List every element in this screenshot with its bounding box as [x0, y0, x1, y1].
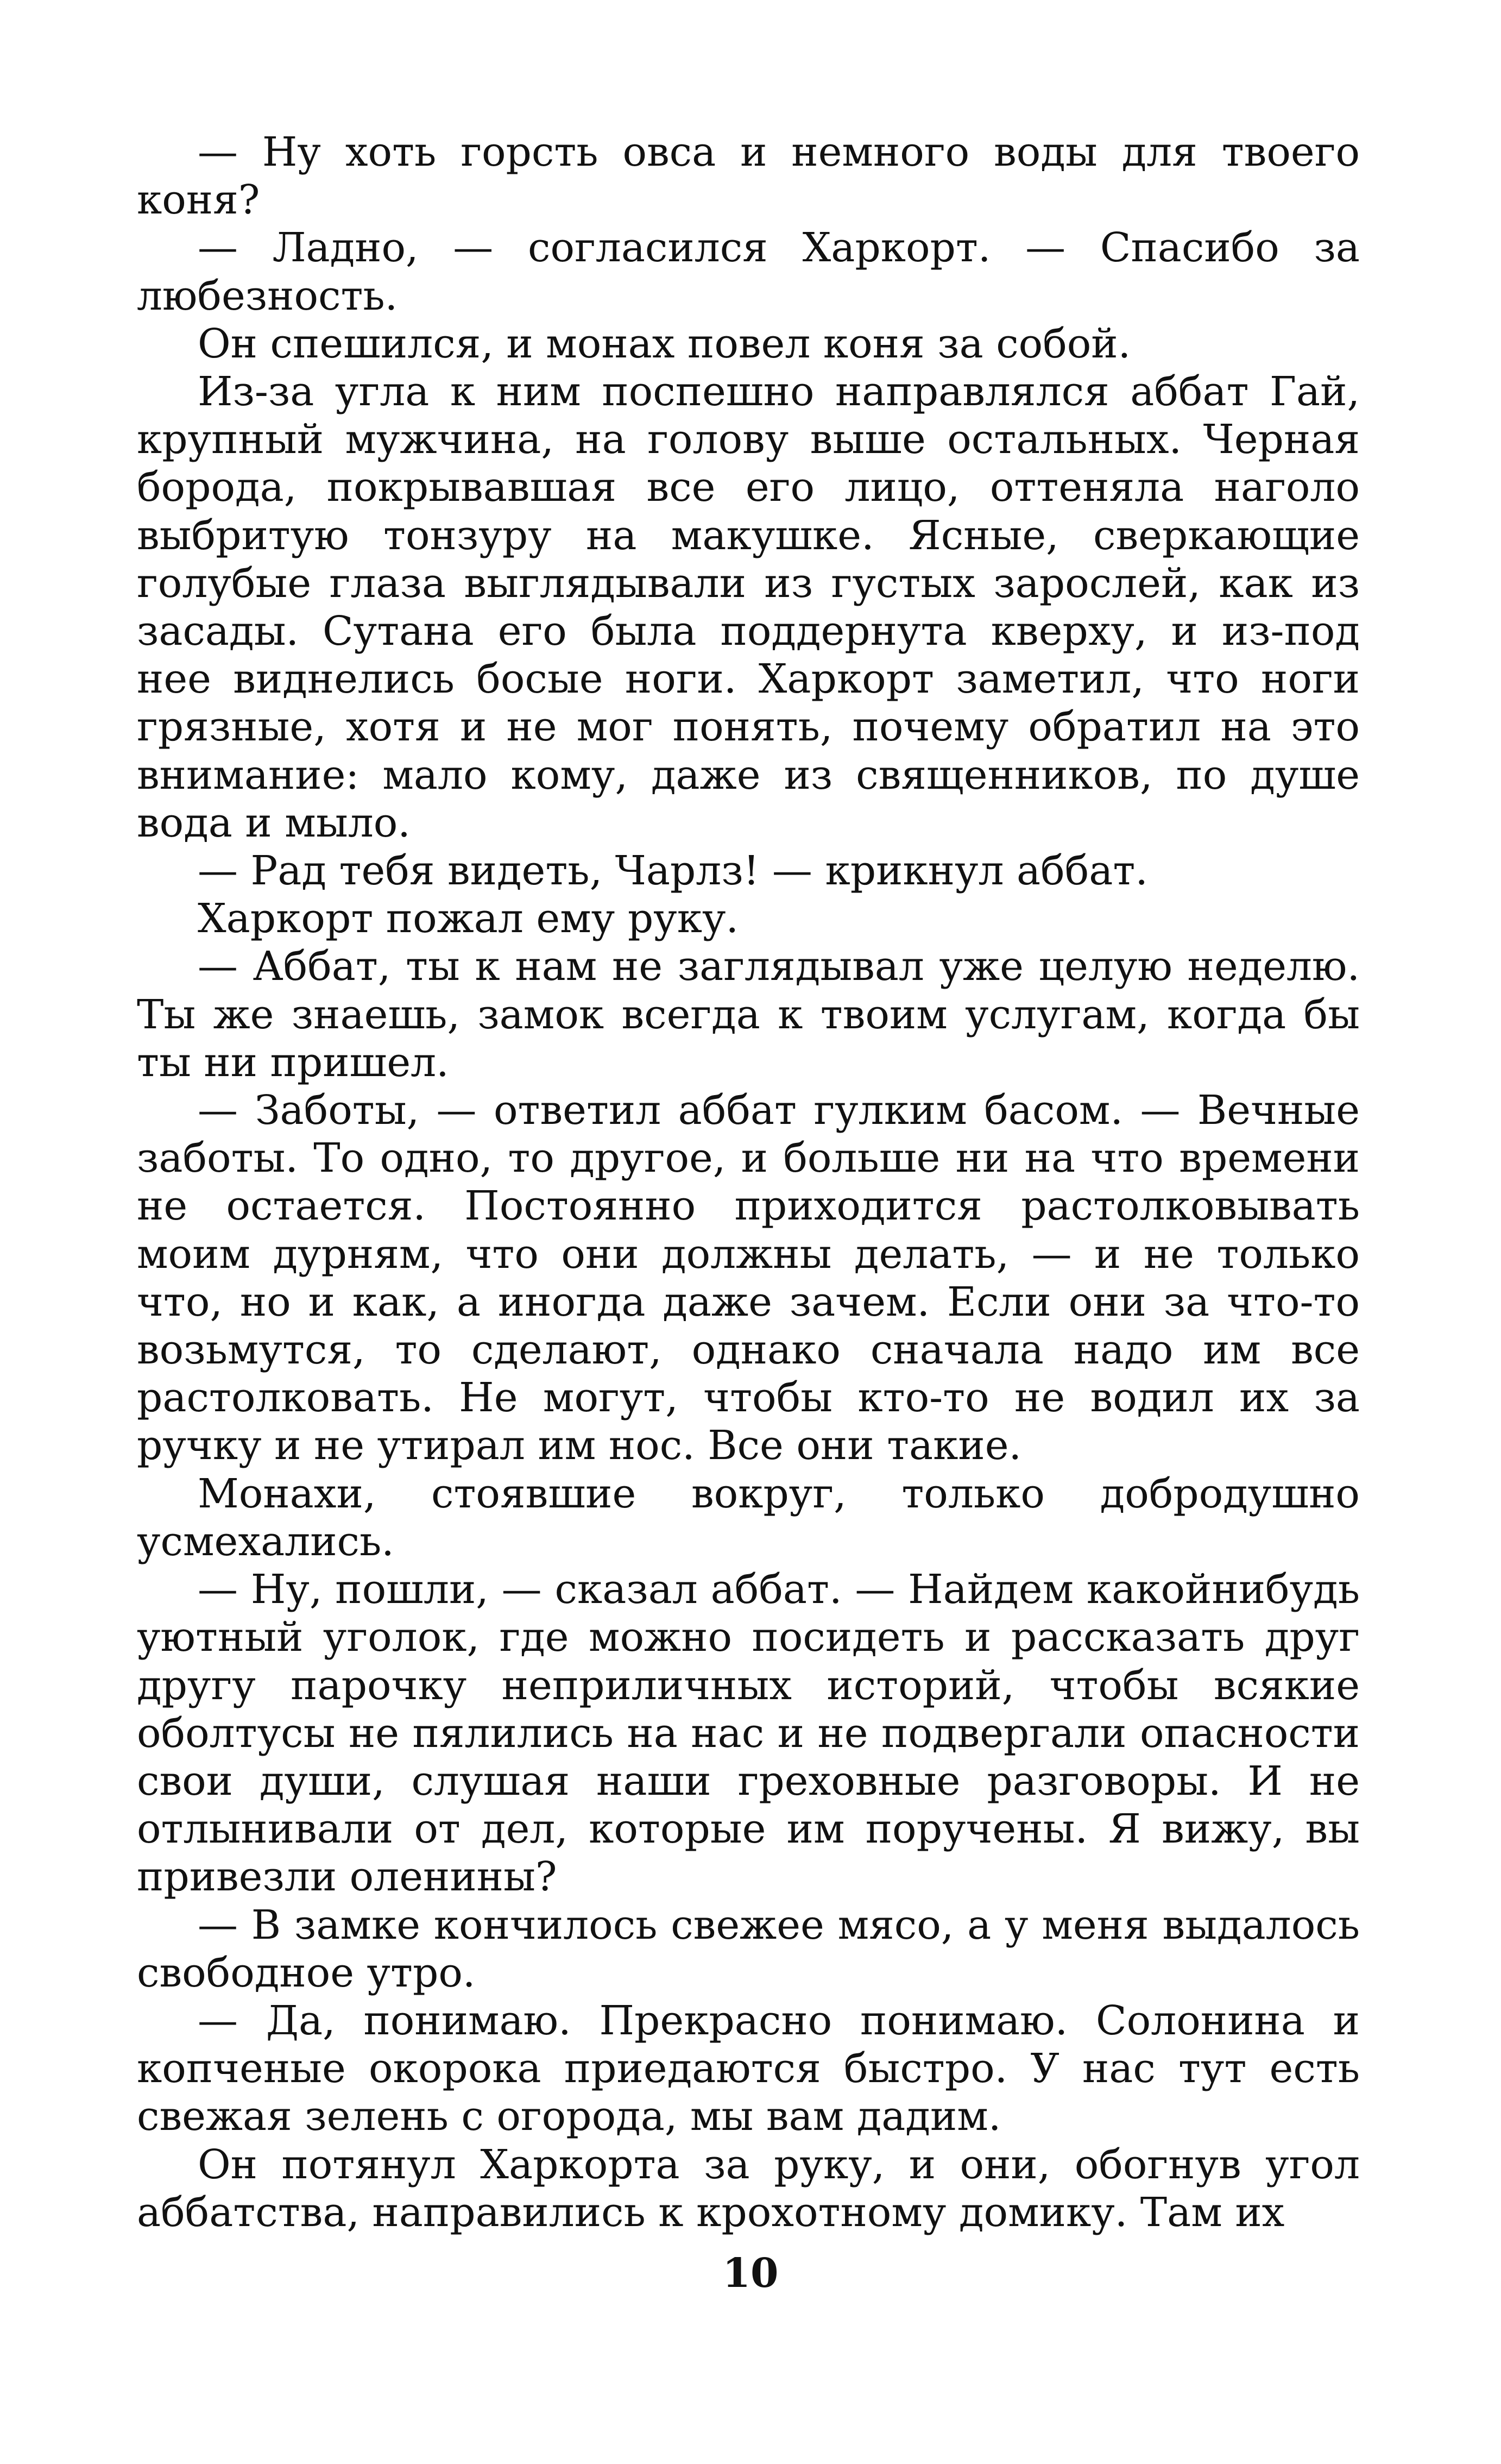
paragraph: — Заботы, — ответил аббат гулким басом. — Вечные заботы. То одно, то другое, и больше ни на что времени не остается. Постоянно приходится растолковывать моим дурням, что они должны делать, — и не только что, но и как, а иногда даже зачем. Если они за что-то возьмутся, то сделают, однако сначала надо им все растолковать. Не могут, чтобы кто-то не водил их за ручку и не утирал им нос. Все они такие. — [137, 1087, 1360, 1469]
paragraph: Он потянул Харкорта за руку, и они, обогнув угол аббатства, направились к крохотному домику. Там их — [137, 2141, 1360, 2236]
page-text — [137, 128, 1360, 2236]
paragraph: — Аббат, ты к нам не заглядывал уже целую неделю. Ты же знаешь, замок всегда к твоим услугам, когда бы ты ни пришел. — [137, 943, 1360, 1086]
paragraph: — Да, понимаю. Прекрасно понимаю. Солонина и копченые окорока приедаются быстро. У нас тут есть свежая зелень с огорода, мы вам дадим. — [137, 1997, 1360, 2140]
paragraph: Из-за угла к ним поспешно направлялся аббат Гай, крупный мужчина, на голову выше остальных. Черная борода, покрывавшая все его лицо, оттеняла наголо выбритую тонзуру на макушке. Ясные, сверкающие голубые глаза выглядывали из густых зарослей, как из засады. Сутана его была поддернута кверху, и из-под нее виднелись босые ноги. Харкорт заметил, что ноги грязные, хотя и не мог понять, почему обратил на это внимание: мало кому, даже из священников, по душе вода и мыло. — [137, 368, 1360, 846]
paragraph: Харкорт пожал ему руку. — [198, 895, 739, 942]
paragraph: — В замке кончилось свежее мясо, а у меня выдалось свободное утро. — [137, 1901, 1360, 1996]
paragraph: Он спешился, и монах повел коня за собой. — [198, 320, 1131, 367]
page-number: 10 — [722, 2250, 779, 2297]
paragraph: — Ну, пошли, — сказал аббат. — Найдем какойнибудь уютный уголок, где можно посидеть и рассказать друг другу парочку неприличных историй, чтобы всякие оболтусы не пялились на нас и не подвергали опасности свои души, слушая наши греховные разговоры. И не отлынивали от дел, которые им поручены. Я вижу, вы привезли оленины? — [137, 1566, 1360, 1901]
paragraph: — Рад тебя видеть, Чарлз! — крикнул аббат. — [198, 847, 1148, 895]
paragraph: — Ну хоть горсть овса и немного воды для твоего коня? — [137, 129, 1360, 224]
paragraph: — Ладно, — согласился Харкорт. — Спасибо за любезность. — [137, 224, 1360, 319]
paragraph: Монахи, стоявшие вокруг, только добродушно усмехались. — [137, 1470, 1360, 1565]
